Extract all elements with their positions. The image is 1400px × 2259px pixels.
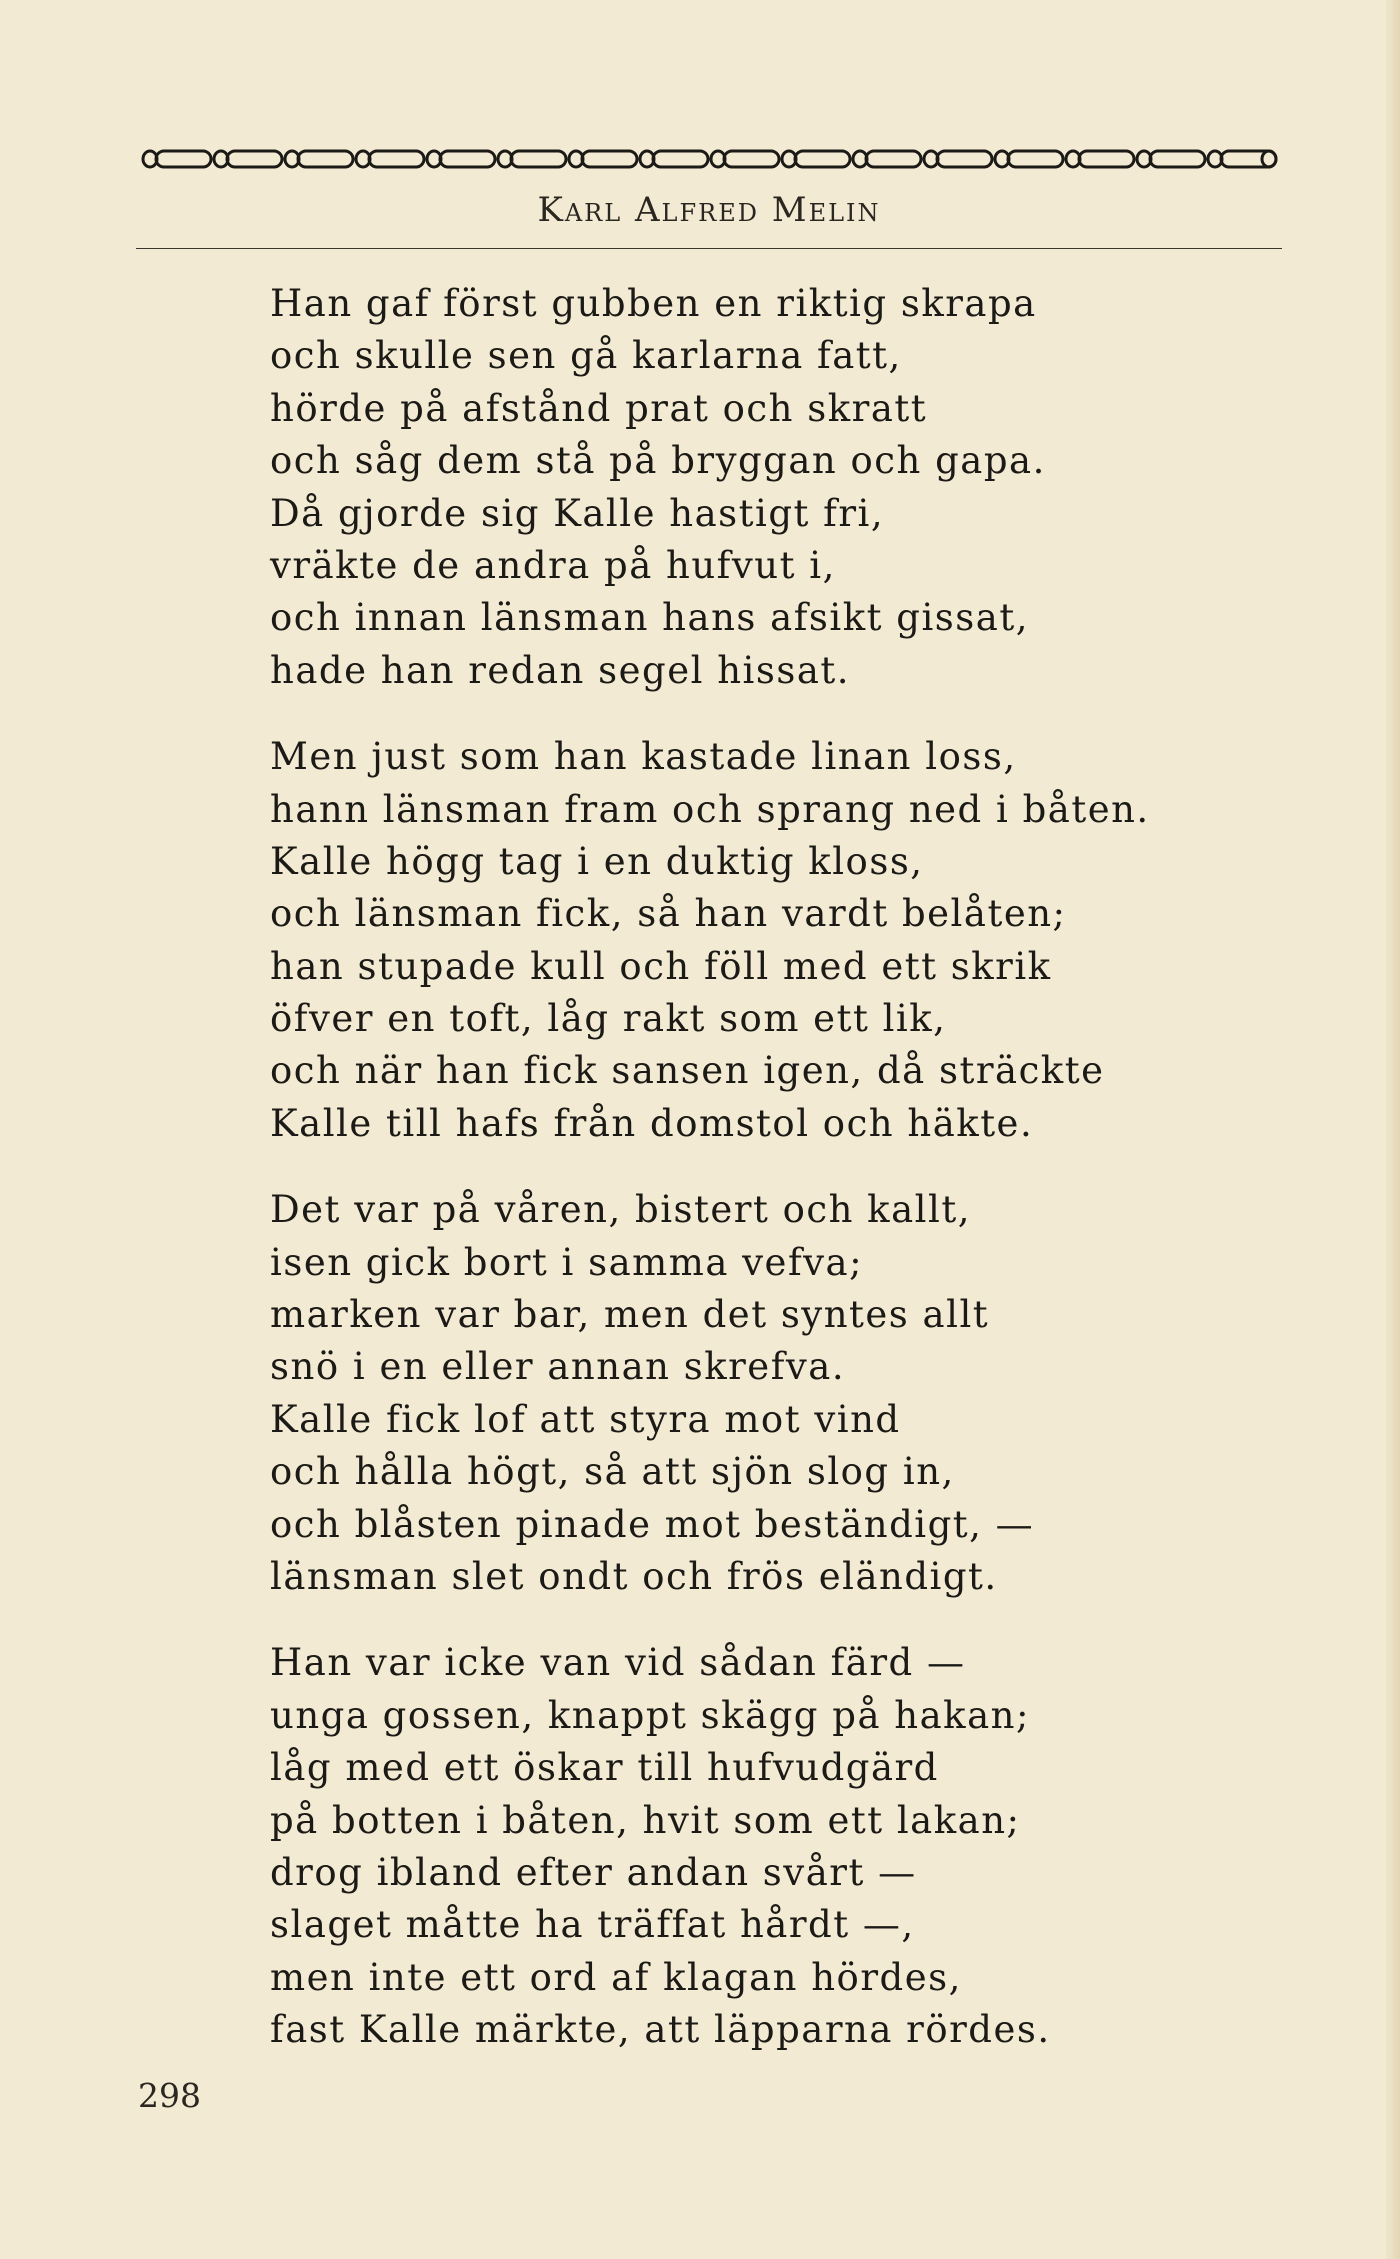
running-head: Karl Alfred Melin [537, 190, 881, 230]
poem-body [270, 278, 1270, 2091]
poem-line: och när han fick sansen igen, då sträckte [270, 1049, 1105, 1093]
poem-line: låg med ett öskar till hufvudgärd [270, 1746, 939, 1790]
poem-line: Det var på våren, bistert och kallt, [270, 1188, 971, 1232]
poem-line: och hålla högt, så att sjön slog in, [270, 1450, 955, 1494]
poem-line: hann länsman fram och sprang ned i båten. [270, 787, 1150, 831]
poem-line: och såg dem stå på bryggan och gapa. [270, 439, 1046, 483]
poem-line: Han gaf först gubben en riktig skrapa [270, 282, 1037, 325]
poem-line: och skulle sen gå karlarna fatt, [270, 334, 902, 378]
poem-line: öfver en toft, låg rakt som ett lik, [270, 997, 947, 1041]
stanza-1 [270, 278, 1270, 697]
page-edge [1386, 0, 1400, 2259]
poem-line: hade han redan segel hissat. [270, 648, 851, 692]
poem-line: drog ibland efter andan svårt — [270, 1850, 917, 1894]
poem-line: han stupade kull och föll med ett skrik [270, 944, 1052, 988]
poem-line: isen gick bort i samma vefva; [270, 1240, 864, 1284]
stanza-3 [270, 1184, 1270, 1603]
poem-line: länsman slet ondt och frös eländigt. [270, 1554, 998, 1598]
poem-line: på botten i båten, hvit som ett lakan; [270, 1798, 1021, 1842]
poem-line: och blåsten pinade mot beständigt, — [270, 1502, 1035, 1546]
poem-line: Kalle högg tag i en duktig kloss, [270, 839, 924, 883]
poem-line: Kalle till hafs från domstol och häkte. [270, 1101, 1034, 1145]
poem-line: vräkte de andra på hufvut i, [270, 543, 836, 587]
poem-line: Då gjorde sig Kalle hastigt fri, [270, 491, 885, 535]
poem-line: slaget måtte ha träffat hårdt —, [270, 1903, 915, 1947]
poem-line: och länsman fick, så han vardt belåten; [270, 892, 1067, 936]
poem-line: men inte ett ord af klagan hördes, [270, 1955, 962, 1999]
poem-line: och innan länsman hans afsikt gissat, [270, 596, 1029, 640]
stanza-2 [270, 731, 1270, 1150]
poem-line: Han var icke van vid sådan färd — [270, 1641, 966, 1685]
poem-line: marken var bar, men det syntes allt [270, 1293, 990, 1337]
page-number: 298 [138, 2076, 201, 2115]
stanza-4 [270, 1637, 1270, 2056]
poem-line: Men just som han kastade linan loss, [270, 735, 1017, 779]
poem-line: hörde på afstånd prat och skratt [270, 386, 928, 430]
poem-line: unga gossen, knappt skägg på hakan; [270, 1693, 1030, 1737]
chain-border-icon [140, 146, 1278, 172]
poem-line: fast Kalle märkte, att läpparna rördes. [270, 2008, 1051, 2052]
poem-line: Kalle fick lof att styra mot vind [270, 1397, 901, 1441]
poem-line: snö i en eller annan skrefva. [270, 1345, 846, 1389]
header-rule [136, 248, 1282, 249]
